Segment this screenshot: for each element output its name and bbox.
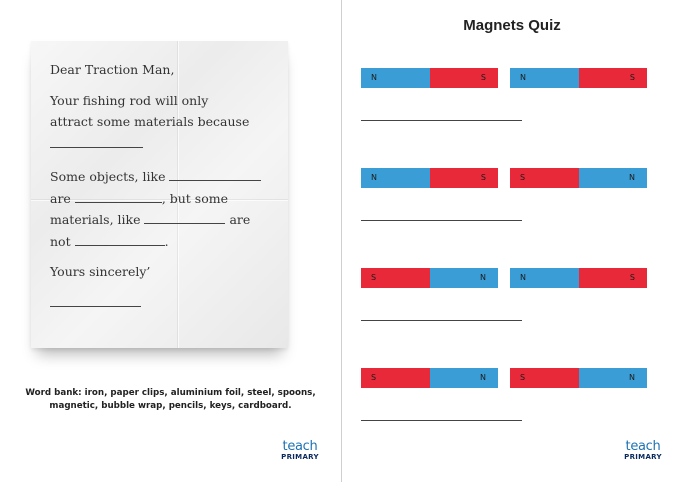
answer-line[interactable]: [361, 120, 522, 121]
pole-label: S: [371, 273, 377, 282]
letter-text: .: [164, 234, 169, 249]
north-pole: [430, 268, 499, 288]
letter-line: [50, 191, 228, 206]
north-pole: [579, 368, 648, 388]
letter-line: [50, 295, 141, 310]
pole-label: N: [629, 173, 635, 182]
pole-label: S: [520, 173, 526, 182]
south-pole: [430, 168, 499, 188]
bar-magnet: [510, 268, 647, 288]
pole-label: S: [629, 273, 635, 282]
north-pole: [579, 168, 648, 188]
south-pole: [579, 68, 648, 88]
answer-blank[interactable]: [75, 234, 165, 246]
logo-word: PRIMARY: [624, 453, 662, 461]
south-pole: [510, 168, 579, 188]
north-pole: [510, 268, 579, 288]
north-pole: [430, 368, 499, 388]
pole-label: S: [480, 173, 486, 182]
logo-word: teach: [625, 439, 661, 454]
pole-label: N: [371, 173, 377, 182]
word-bank: [0, 387, 341, 413]
south-pole: [361, 268, 430, 288]
answer-line[interactable]: [361, 320, 522, 321]
pole-label: S: [629, 73, 635, 82]
letter-closing: Yours sincerely’: [50, 264, 151, 279]
bar-magnet: [510, 68, 647, 88]
letter-text: are: [50, 191, 71, 206]
answer-blank[interactable]: [50, 136, 143, 148]
bar-magnet: [361, 68, 498, 88]
letter-line: [50, 136, 143, 151]
answer-blank[interactable]: [144, 212, 225, 224]
south-pole: [510, 368, 579, 388]
page-divider: [341, 0, 342, 482]
pole-label: S: [520, 373, 526, 382]
north-pole: [361, 168, 430, 188]
pole-label: N: [480, 273, 486, 282]
word-bank-line: magnetic, bubble wrap, pencils, keys, cardboard.: [49, 401, 292, 411]
quiz-title: Magnets Quiz: [463, 17, 561, 34]
logo-word: teach: [282, 439, 318, 454]
letter-line: [50, 212, 250, 227]
pole-label: S: [480, 73, 486, 82]
answer-blank[interactable]: [75, 191, 162, 203]
word-bank-line: Word bank: iron, paper clips, aluminium foil, steel, spoons,: [25, 388, 316, 398]
pole-label: N: [629, 373, 635, 382]
bar-magnet: [361, 168, 498, 188]
bar-magnet: [510, 168, 647, 188]
north-pole: [510, 68, 579, 88]
letter-line: [50, 169, 261, 184]
letter-greeting: Dear Traction Man,: [50, 62, 175, 77]
south-pole: [430, 68, 499, 88]
logo-word: PRIMARY: [281, 453, 319, 461]
letter-line: attract some materials because: [50, 114, 250, 129]
letter-text: not: [50, 234, 71, 249]
signature-blank[interactable]: [50, 295, 141, 307]
south-pole: [579, 268, 648, 288]
letter-text: materials, like: [50, 212, 141, 227]
south-pole: [361, 368, 430, 388]
letter-line: Your fishing rod will only: [50, 93, 209, 108]
teach-primary-logo: [280, 441, 320, 461]
bar-magnet: [361, 268, 498, 288]
letter-paper: [31, 41, 288, 348]
answer-blank[interactable]: [169, 169, 261, 181]
north-pole: [361, 68, 430, 88]
pole-label: N: [520, 273, 526, 282]
letter-text: , but some: [161, 191, 228, 206]
letter-text: Some objects, like: [50, 169, 166, 184]
bar-magnet: [361, 368, 498, 388]
letter-line: [50, 234, 169, 249]
answer-line[interactable]: [361, 220, 522, 221]
pole-label: N: [371, 73, 377, 82]
pole-label: N: [480, 373, 486, 382]
teach-primary-logo: [623, 441, 663, 461]
bar-magnet: [510, 368, 647, 388]
pole-label: N: [520, 73, 526, 82]
pole-label: S: [371, 373, 377, 382]
answer-line[interactable]: [361, 420, 522, 421]
letter-text: are: [229, 212, 251, 227]
